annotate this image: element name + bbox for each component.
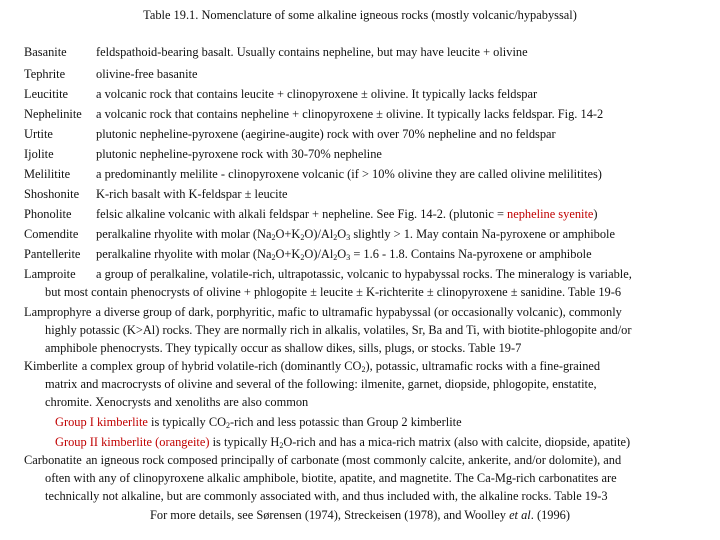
def-comendite: peralkaline rhyolite with molar $(Na_2O+K_2O)/Al_2O_3$ slightly > 1. May contain Na-pyroxene or amphibole — [96, 227, 615, 242]
entry-ijolite — [24, 144, 382, 164]
entry-lamprophyre — [24, 302, 622, 322]
term-comendite: Comendite — [24, 227, 79, 241]
def-group-1-kimberlite: is typically $CO_2$-rich and less potassic than Group 2 kimberlite — [151, 415, 462, 430]
entry-basanite — [24, 42, 528, 62]
entry-urtite — [24, 124, 556, 144]
def-carbonatite-cont-1: often with any of clinopyroxene alkalic amphibole, biotite, apatite, and magnetite. The Ca-Mg-rich carbonatites are — [45, 471, 617, 485]
def-kimberlite-cont-2: chromite. Xenocrysts and xenoliths are also common — [45, 395, 309, 409]
term-nephelinite: Nephelinite — [24, 107, 82, 121]
term-lamprophyre: Lamprophyre — [24, 305, 92, 319]
def-lamprophyre: a diverse group of dark, porphyritic, mafic to ultramafic hypabyssal (or occasionally volcanic), commonly — [95, 305, 622, 319]
entry-pantellerite — [24, 244, 592, 264]
def-melilitite: a predominantly melilite - clinopyroxene volcanic (if > 10% olivine they are called olivine melilitites) — [96, 167, 602, 181]
def-ijolite: plutonic nepheline-pyroxene rock with 30-70% nepheline — [96, 147, 382, 161]
def-group-2-kimberlite: is typically $H_2O$-rich and has a mica-rich matrix (also with calcite, diopside, apatite) — [212, 435, 631, 450]
def-carbonatite: an igneous rock composed principally of carbonate (most commonly calcite, ankerite, and/or dolomite), and — [85, 453, 622, 467]
entry-shoshonite — [24, 184, 288, 204]
entry-leucitite — [24, 84, 537, 104]
entry-carbonatite — [24, 450, 621, 470]
def-leucitite: a volcanic rock that contains leucite + clinopyroxene ± olivine. It typically lacks feldspar — [96, 87, 538, 101]
term-ijolite: Ijolite — [24, 147, 54, 161]
nepheline-syenite-highlight: nepheline syenite — [507, 207, 594, 221]
term-group-2-kimberlite: Group II kimberlite (orangeite) — [55, 435, 210, 449]
def-phonolite: felsic alkaline volcanic with alkali feldspar + nepheline. See Fig. 14-2. (plutonic = — [96, 207, 508, 221]
def-lamproite-cont: but most contain phenocrysts of olivine + phlogopite ± leucite ± K-richterite ± clinopyroxene ± sanidine. Table 19-6 — [45, 285, 622, 299]
def-urtite: plutonic nepheline-pyroxene (aegirine-augite) rock with over 70% nepheline and no feldspar — [96, 127, 556, 141]
def-phonolite-end: ) — [593, 207, 598, 221]
def-lamproite: a group of peralkaline, volatile-rich, ultrapotassic, volcanic to hypabyssal rocks. The mineralogy is variable, — [96, 267, 632, 281]
entry-phonolite — [24, 204, 598, 224]
entry-melilitite — [24, 164, 602, 184]
term-phonolite: Phonolite — [24, 207, 72, 221]
term-carbonatite: Carbonatite — [24, 453, 82, 467]
term-pantellerite: Pantellerite — [24, 247, 81, 261]
entry-group-1-kimberlite — [55, 412, 462, 432]
entry-kimberlite — [24, 356, 600, 376]
term-urtite: Urtite — [24, 127, 53, 141]
term-kimberlite: Kimberlite — [24, 359, 78, 373]
term-basanite: Basanite — [24, 45, 67, 59]
def-pantellerite: peralkaline rhyolite with molar $(Na_2O+K_2O)/Al_2O_3 = 1.6 - 1.8$. Contains Na-pyroxene or amphibole — [96, 247, 592, 262]
def-lamprophyre-cont-2: amphibole phenocrysts. They typically occur as shallow dikes, sills, plugs, or stocks. Table 19-7 — [45, 341, 522, 355]
def-tephrite: olivine-free basanite — [96, 67, 198, 81]
def-carbonatite-cont-2: technically not alkaline, but are commonly associated with, and thus included with, the alkaline rocks. Table 19-3 — [45, 489, 608, 503]
term-melilitite: Melilitite — [24, 167, 71, 181]
entry-tephrite — [24, 64, 198, 84]
footer-note: For more details, see Sørensen (1974), Streckeisen (1978), and Woolley et al. (1996) — [150, 508, 570, 522]
entry-nephelinite — [24, 104, 603, 124]
def-nephelinite: a volcanic rock that contains nepheline + clinopyroxene ± olivine. It typically lacks feldspar. Fig. 14-2 — [96, 107, 604, 121]
term-shoshonite: Shoshonite — [24, 187, 80, 201]
term-tephrite: Tephrite — [24, 67, 66, 81]
def-lamprophyre-cont-1: highly potassic (K>Al) rocks. They are normally rich in alkalis, volatiles, Sr, Ba and Ti, with biotite-phlogopite and/or — [45, 323, 632, 337]
def-shoshonite: K-rich basalt with K-feldspar ± leucite — [96, 187, 288, 201]
term-lamproite: Lamproite — [24, 267, 76, 281]
term-leucitite: Leucitite — [24, 87, 69, 101]
entry-group-2-kimberlite — [55, 432, 630, 452]
table-title: Table 19.1. Nomenclature of some alkaline igneous rocks (mostly volcanic/hypabyssal) — [143, 8, 577, 22]
term-group-1-kimberlite: Group I kimberlite — [55, 415, 148, 429]
def-kimberlite: a complex group of hybrid volatile-rich (dominantly $CO_2$), potassic, ultramafic rocks with a fine-grained — [81, 359, 601, 374]
def-basanite: feldspathoid-bearing basalt. Usually contains nepheline, but may have leucite + olivine — [96, 45, 528, 59]
entry-lamproite — [24, 264, 632, 284]
entry-comendite — [24, 224, 615, 244]
def-kimberlite-cont-1: matrix and macrocrysts of olivine and several of the following: ilmenite, garnet, diopside, phlogopite, enstatite, — [45, 377, 597, 391]
